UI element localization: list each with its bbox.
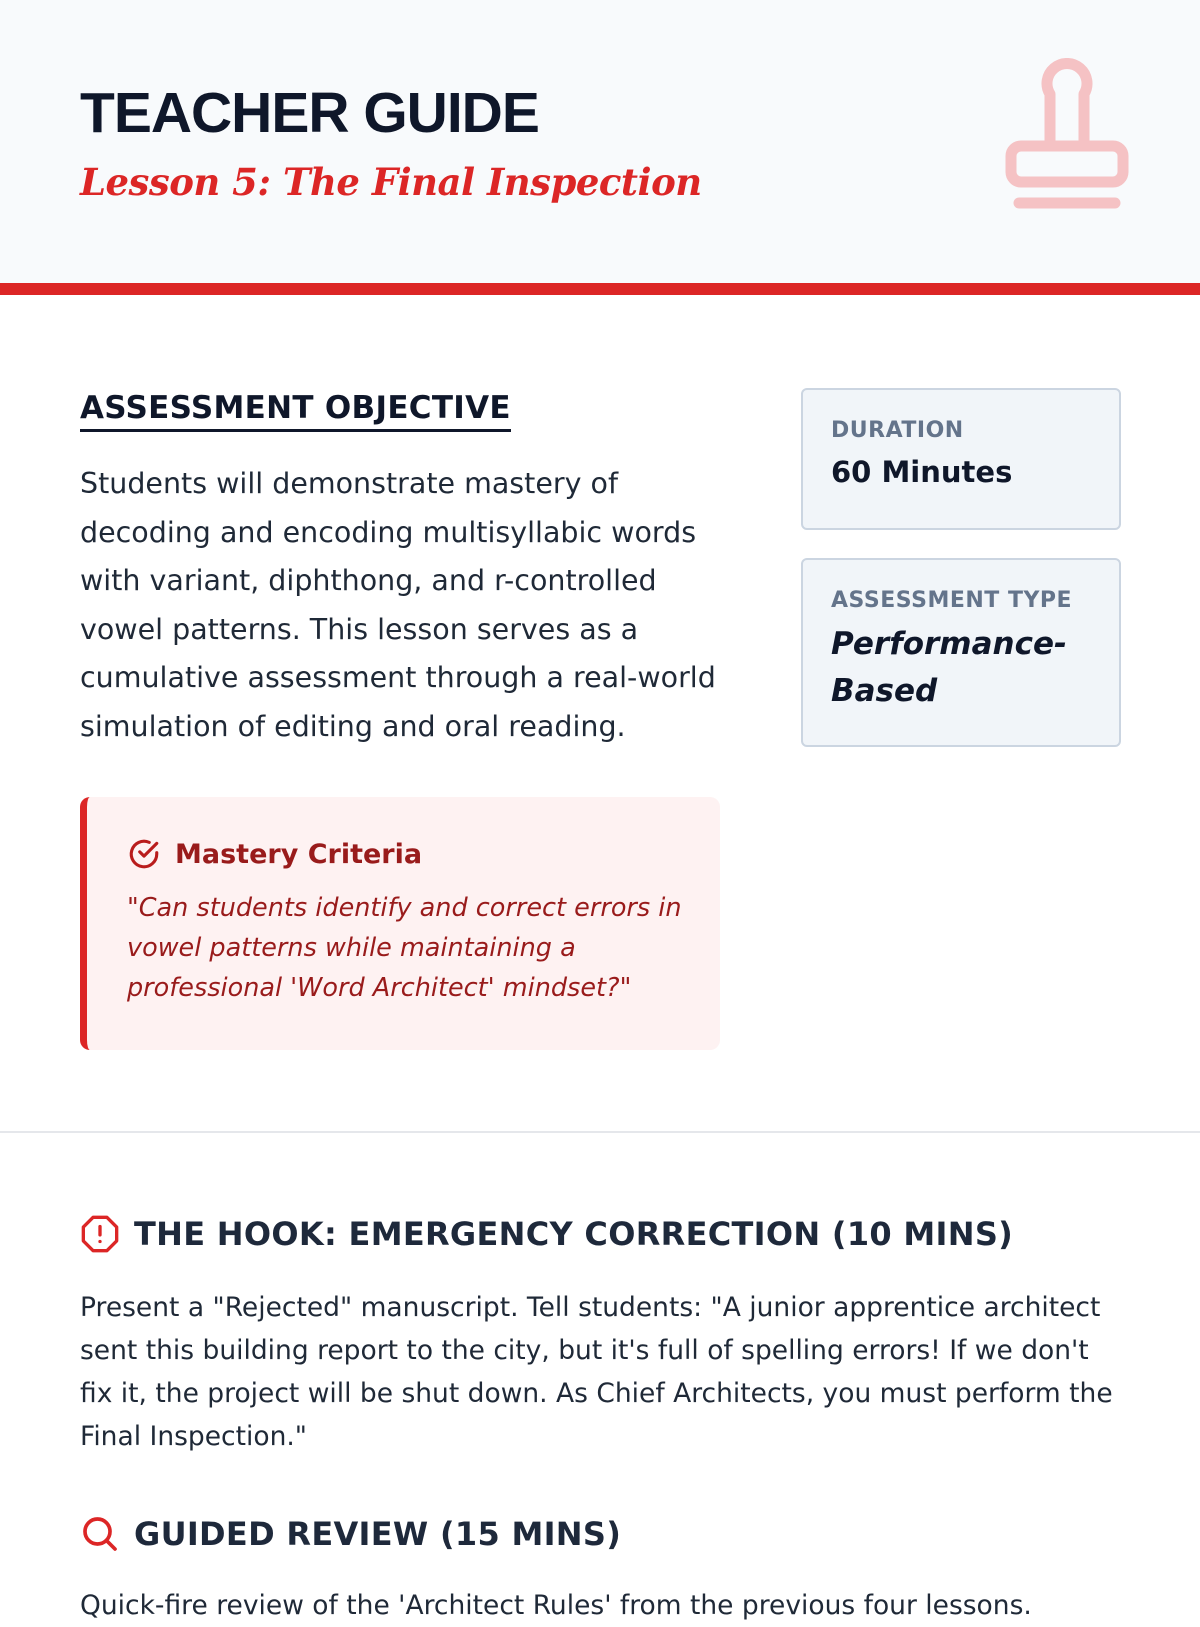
guided-review-title: GUIDED REVIEW (15 MINS) xyxy=(134,1515,622,1553)
duration-card xyxy=(801,388,1121,530)
assessment-objective-section xyxy=(80,390,720,751)
stamp-icon xyxy=(1004,58,1130,210)
lesson-subtitle: Lesson 5: The Final Inspection xyxy=(80,160,702,204)
hook-text: Present a "Rejected" manuscript. Tell students: "A junior apprentice architect sent this building report to the city, but it's full of spelling errors! If we don't fix it, the project will be shut down. As Chief Architects, you must perform the Final Inspection." xyxy=(80,1292,1113,1452)
hook-title: THE HOOK: EMERGENCY CORRECTION (10 MINS) xyxy=(134,1215,1014,1253)
mastery-quote: "Can students identify and correct errors in vowel patterns while maintaining a professional 'Word Architect' mindset?" xyxy=(127,893,682,1003)
search-icon xyxy=(80,1514,120,1554)
assessment-type-label: ASSESSMENT TYPE xyxy=(831,588,1073,613)
assessment-type-value: Performance-Based xyxy=(831,626,1067,709)
assessment-type-card xyxy=(801,558,1121,747)
guided-review-text: Quick-fire review of the 'Architect Rules' from the previous four lessons. xyxy=(80,1590,1032,1621)
duration-value: 60 Minutes xyxy=(831,455,1013,489)
section-divider xyxy=(0,1131,1200,1133)
alert-octagon-icon xyxy=(80,1214,120,1254)
objective-text: Students will demonstrate mastery of decoding and encoding multisyllabic words with variant, diphthong, and r-controlled vowel patterns. This lesson serves as a cumulative assessment through a real-world simulation of editing and oral reading. xyxy=(80,467,716,743)
hook-heading xyxy=(80,1214,1013,1254)
check-circle-icon xyxy=(127,837,161,871)
page-title: TEACHER GUIDE xyxy=(80,81,539,145)
mastery-criteria-box xyxy=(80,797,720,1050)
mastery-title: Mastery Criteria xyxy=(175,838,423,870)
duration-label: DURATION xyxy=(831,418,964,443)
guided-review-heading xyxy=(80,1514,621,1554)
page-header xyxy=(0,0,1200,295)
objective-heading: ASSESSMENT OBJECTIVE xyxy=(80,390,511,432)
